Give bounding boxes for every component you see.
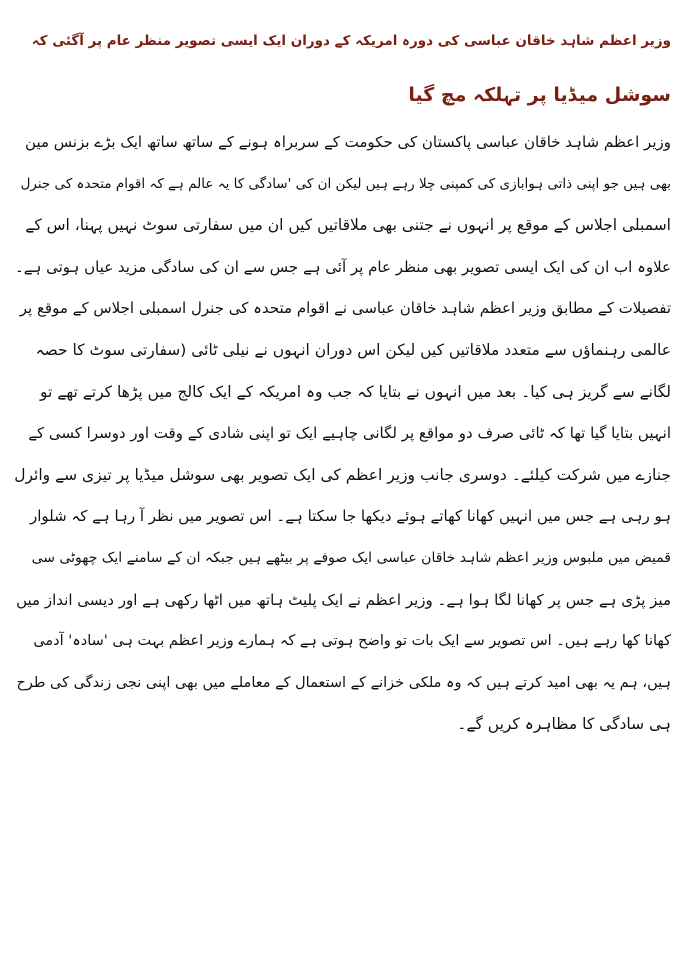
body-line: تفصیلات کے مطابق وزیر اعظم شاہد خاقان عباسی نے اقوام متحدہ کی جنرل اسمبلی اجلاس کے موقع پر: [19, 299, 671, 318]
body-line: انہیں بتایا گیا تھا کہ ٹائی صرف دو مواقع پر لگانی چاہیے ایک تو اپنی شادی کے وقت اور دوسرا کسی کے: [28, 424, 671, 443]
body-line: کھانا کھا رہے ہیں۔ اس تصویر سے ایک بات تو واضح ہوتی ہے کہ ہمارے وزیر اعظم بہت ہی 'سادہ' آدمی: [33, 633, 671, 650]
body-line: جنازے میں شرکت کیلئے۔ دوسری جانب وزیر اعظم کی ایک تصویر بھی سوشل میڈیا پر تیزی سے وائرل: [14, 465, 671, 484]
body-line: وزیر اعظم شاہد خاقان عباسی پاکستان کی حکومت کے سربراہ ہونے کے ساتھ ساتھ ایک بڑے بزنس مین: [25, 133, 671, 151]
body-line: اسمبلی اجلاس کے موقع پر انہوں نے جتنی بھی ملاقاتیں کیں ان میں سفارتی سوٹ نہیں پہنا، اس کے: [25, 216, 671, 235]
body-line: ہیں، ہم یہ بھی امید کرتے ہیں کہ وہ ملکی خزانے کے استعمال کے معاملے میں بھی اپنی نجی زندگی کی طرح: [16, 674, 671, 691]
article-headline: [14, 14, 671, 122]
headline-line: سوشل میڈیا پر تہلکہ مچ گیا: [408, 84, 671, 106]
headline-line: وزیر اعظم شاہد خاقان عباسی کی دورہ امریکہ کے دوران ایک ایسی تصویر منظر عام پر آگئی کہ: [31, 33, 671, 49]
body-line: لگانے سے گریز ہی کیا۔ بعد میں انہوں نے بتایا کہ جب وہ امریکہ کے ایک کالج میں پڑھا کرتے تھے تو: [39, 382, 671, 401]
body-line: قمیض میں ملبوس وزیر اعظم شاہد خاقان عباسی ایک صوفے پر بیٹھے ہیں جبکہ ان کے سامنے ایک چھوٹی سی: [31, 549, 671, 566]
body-line: ہی سادگی کا مظاہرہ کریں گے۔: [457, 715, 671, 734]
body-line: میز پڑی ہے جس پر کھانا لگا ہوا ہے۔ وزیر اعظم نے ایک پلیٹ ہاتھ میں اٹھا رکھی ہے اور دیسی انداز میں: [16, 590, 671, 609]
body-line: علاوہ اب ان کی ایک ایسی تصویر بھی منظر عام پر آئی ہے جس سے ان کی سادگی مزید عیاں ہوتی ہے۔: [14, 257, 671, 276]
body-line: عالمی رہنماؤں سے متعدد ملاقاتیں کیں لیکن اس دوران انہوں نے نیلی ٹائی (سفارتی سوٹ کا حصہ: [35, 340, 671, 359]
body-line: بھی ہیں جو اپنی ذاتی ہوابازی کی کمپنی چلا رہے ہیں لیکن ان کی 'سادگی کا یہ عالم ہے کہ اقوام متحدہ کی جنرل: [20, 175, 671, 192]
article-body: [14, 122, 671, 746]
body-line: ہو رہی ہے جس میں انہیں کھانا کھاتے ہوئے دیکھا جا سکتا ہے۔ اس تصویر میں نظر آ رہا ہے کہ شلوار: [29, 507, 671, 526]
